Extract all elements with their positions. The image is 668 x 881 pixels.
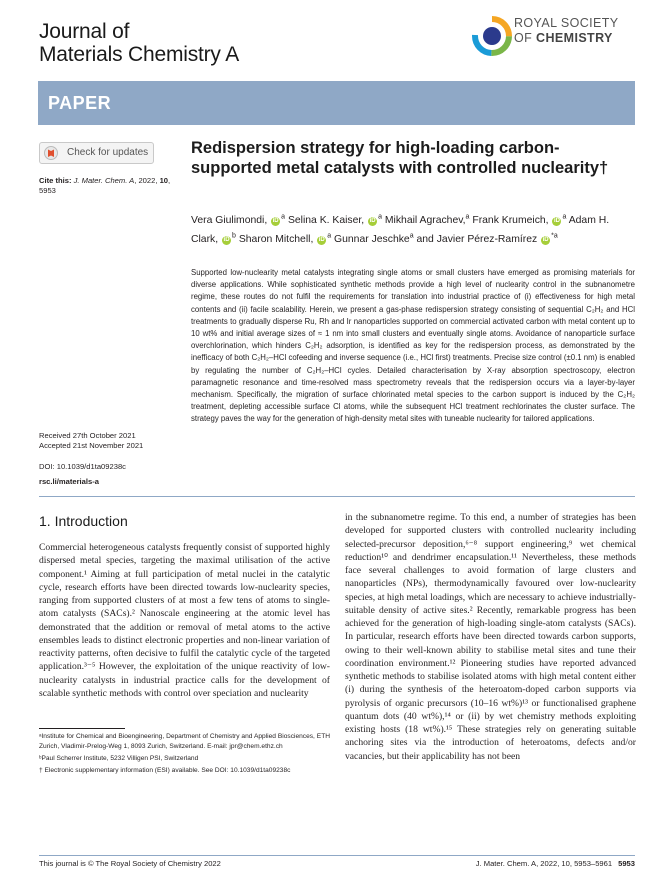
section-banner [38, 81, 635, 125]
section-heading: 1. Introduction [39, 513, 128, 529]
doi[interactable]: DOI: 10.1039/d1ta09238c [39, 462, 126, 471]
orcid-icon[interactable]: iD [318, 236, 325, 243]
author-name: Frank Krumeich, [472, 215, 549, 227]
cite-year: , 2022, [134, 176, 160, 185]
footer-copyright: This journal is © The Royal Society of Chemistry 2022 [39, 859, 221, 868]
journal-link[interactable]: rsc.li/materials-a [39, 477, 99, 486]
orcid-icon[interactable]: iD [553, 218, 560, 225]
received-dates [39, 431, 179, 451]
check-updates-label: Check for updates [67, 147, 149, 158]
footnote-affiliation-b: ᵇPaul Scherrer Institute, 5232 Villigen PSI, Switzerland [39, 755, 199, 762]
author-affiliation: a [465, 214, 470, 221]
author [472, 215, 566, 226]
accepted-date: Accepted 21st November 2021 [39, 441, 144, 450]
publisher-line1: ROYAL SOCIETY [514, 16, 619, 30]
orcid-icon[interactable]: iD [272, 218, 279, 225]
footer-citation [476, 859, 635, 868]
footnotes [39, 732, 330, 778]
author-name: Vera Giulimondi, [191, 215, 268, 227]
orcid-icon[interactable]: iD [542, 236, 549, 243]
publisher-line2 [514, 31, 619, 46]
author-affiliation: a [562, 214, 567, 221]
page-number: 5953 [618, 859, 635, 868]
author-affiliation: a [409, 232, 414, 240]
article-title: Redispersion strategy for high-loading carbon-supported metal catalysts with controlled nuclearity† [191, 139, 609, 177]
cite-volume: 10 [159, 176, 169, 185]
author-affiliation: b [232, 232, 236, 240]
footnote-rule [39, 728, 125, 729]
citation [39, 176, 179, 196]
author [288, 215, 382, 226]
author [417, 234, 558, 245]
footer-citation-text: J. Mater. Chem. A, 2022, 10, 5953–5961 [475, 859, 613, 868]
author [239, 234, 331, 245]
cite-prefix: Cite this: [39, 176, 74, 185]
body-column-right: in the subnanometre regime. To this end, a number of strategies has been developed for supported clusters with controlled nuclearity including selected-precursor deposition,⁶⁻⁸ support engineering,⁹ wet chemical reduction¹⁰ and dendrimer encapsulation.¹¹ Nevertheless, these methods face several challenges to avoid formation of large clusters and nanoparticles (NPs), thermodynamically favoured over low-nuclearity species, at high metal loadings, which are necessary to achieve industrially-suitable density of active sites.² Recently, remarkable progress has been achieved for the generation of high-loading single-atom catalysts (SACs). In particular, research efforts have been directed towards carbon supports, owing to their well-known ability to stabilise metal sites and tune their coordination environment.¹² Pioneering studies have reported advanced synthetic methods to stabilise isolated atoms with high metal content either (i) during the synthesis of the heteroatom-doped carbon supports via pyrolysis of organic precursors (10–16 wt%)¹³ or functionalised graphene quantum dots (40 wt%),¹⁴ or (ii) by wet chemistry methods exploiting existing hosts (18 wt%).¹⁵ These strategies rely on generating suitable anchoring sites via the introduction of heteroatoms, defects and/or vacancies, but their applicability has not been [345, 512, 636, 762]
cite-pages: , 5953 [39, 176, 171, 195]
orcid-icon[interactable]: iD [223, 236, 230, 243]
publisher-line2-strong: CHEMISTRY [536, 31, 613, 45]
body-column-left: Commercial heterogeneous catalysts frequently consist of supported highly dispersed metal species, targeting the maximal utilisation of the active component.¹ Aiming at full participation of metal nuclei in the catalytic cycle, research efforts have been directed towards low-nuclearity species, ranging from supported clusters of at most a few tens of atoms to single-atom catalysts (SACs).² Nanoscale engineering at the atomic level has demonstrated that the addition or removal of metal atoms to the active ensembles leads to distinct electronic properties and non-linear variation of reactivity patterns, often decisive to fulfil the catalytic cycle of the targeted application.³⁻⁵ However, the exploitation of the unique reactivity of low-nuclearity catalysts in industrial practice calls for the development of scalable synthetic methods with control over speciation and nuclearity [39, 542, 330, 699]
author [334, 234, 414, 245]
author-name: and Javier Pérez-Ramírez [416, 233, 538, 245]
journal-title-line1: Journal of [39, 20, 130, 43]
author-name: Adam H. Clark, [191, 215, 610, 245]
author-affiliation: a [327, 232, 332, 240]
orcid-icon[interactable]: iD [369, 218, 376, 225]
author-name: Mikhail Agrachev, [384, 215, 466, 227]
author-name: Selina K. Kaiser, [287, 215, 365, 227]
author-name: Sharon Mitchell, [238, 233, 314, 245]
author-affiliation: *a [551, 232, 558, 240]
abstract: Supported low-nuclearity metal catalysts integrating single atoms or small clusters have emerged as promising materials for diverse applications. While sophisticated synthetic methods provide a high level of nuclearity control in the subnanometre regime, these routes do not fulfil the requirements for translation into industrial practice of (i) effectiveness for high metal contents and (ii) facile scalability. Herein, we present a gas-phase redispersion strategy consisting of sequential C₂H₂ and HCl treatments to gradually disperse Ru, Rh and Ir nanoparticles supported on commercial activated carbon with metal content up to 10 wt% and initial average sizes of ≈ 1 nm into small clusters and eventually single atoms. Avoidance of nanoparticle surface overchlorination, which hinders C₂H₂ adsorption, is identified as key for the redispersion process, as demonstrated by the inefficacy of both C₂H₂–HCl cofeeding and inverse sequence (i.e., HCl first) treatments. Precise size control (±0.1 nm) is enabled by regulating the number of C₂H₂–HCl cycles. Detailed characterisation by X-ray absorption spectroscopy, electron paramagnetic resonance and time-resolved mass spectrometry reveals that the redispersion occurs via a layer-by-layer mechanism. Specifically, the migration of surface chlorinated metal species to the carbon support is induced by the C₂H₂ treatment, depleting accessible surface Cl atoms, while the subsequent HCl treatment rechlorinates the cluster surface. The strategy paves the way for the generation of high-density metal sites with tuneable nuclearity for tailored applications. [191, 268, 635, 424]
author-name: Gunnar Jeschke [334, 233, 410, 245]
journal-title-line2: Materials Chemistry A [39, 43, 240, 66]
check-updates-icon [44, 146, 58, 160]
author [385, 215, 470, 226]
check-for-updates-button[interactable] [39, 142, 154, 164]
section-label: PAPER [48, 93, 112, 113]
cite-journal: J. Mater. Chem. A [73, 176, 135, 185]
author-list [191, 210, 631, 247]
author-affiliation: a [281, 214, 286, 221]
journal-title [39, 20, 239, 66]
footnote-affiliation-a: ᵃInstitute for Chemical and Bioengineering, Department of Chemistry and Applied Biosciences, ETH Zurich, Vladimir-Prelog-Weg 1, 8093 Zurich, Switzerland. E-mail: jpr@chem.ethz.ch [39, 733, 330, 750]
author-affiliation: a [378, 214, 382, 221]
author [191, 215, 285, 226]
footer-rule [39, 855, 635, 856]
divider [39, 496, 635, 497]
received-date: Received 27th October 2021 [39, 431, 136, 440]
publisher-name [514, 16, 619, 46]
publisher-line2-prefix: OF [514, 31, 537, 45]
footnote-esi: † Electronic supplementary information (ESI) available. See DOI: 10.1039/d1ta09238c [39, 767, 291, 774]
